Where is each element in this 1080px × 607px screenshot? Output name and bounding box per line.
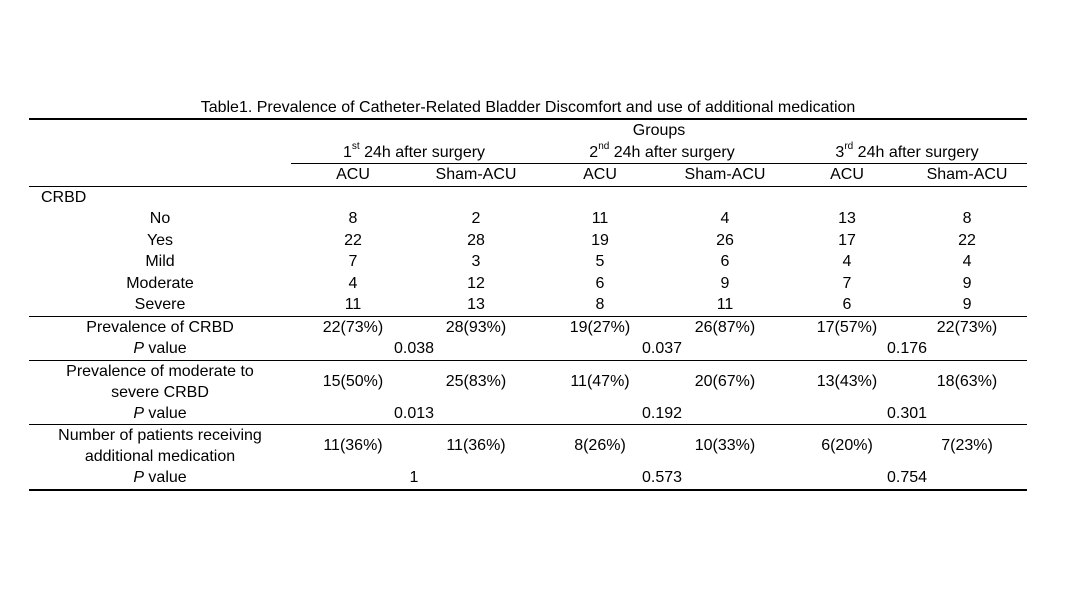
p-value-cell: 0.037: [641, 340, 683, 357]
period-header-1: 1st 24h after surgery: [291, 142, 537, 164]
p-value-cell: 1: [291, 467, 537, 490]
table-cell: 8: [962, 210, 972, 227]
section-label: CRBD: [29, 186, 291, 208]
table-cell: 6: [595, 274, 605, 292]
table-cell: 11: [344, 296, 362, 313]
p-value-cell: 0.176: [887, 340, 928, 357]
p-value-label: P value: [133, 340, 187, 357]
table-cell: 17(57%): [787, 316, 907, 338]
p-value-cell: 0.013: [393, 404, 435, 422]
moderate-severe-row: [29, 360, 1027, 403]
header-row-subcols: [29, 164, 1027, 187]
subcol-header: ACU: [336, 166, 370, 183]
table-container: [29, 98, 1027, 491]
table-cell: 13(43%): [787, 360, 907, 403]
period-header-3: 3rd 24h after surgery: [787, 142, 1027, 164]
table-cell: 22: [958, 231, 976, 249]
p-value-row: [29, 403, 1027, 425]
table-cell: 19(27%): [537, 316, 663, 338]
table-cell: 28(93%): [415, 316, 537, 338]
subcol-header: Sham-ACU: [926, 166, 1008, 183]
table-caption: Table1. Prevalence of Catheter-Related Bladder Discomfort and use of additional medication: [200, 99, 856, 116]
table-cell: 13: [467, 296, 485, 313]
header-row-groups: [29, 119, 1027, 142]
table-cell: 28: [467, 231, 485, 249]
row-label: Prevalence of CRBD: [29, 316, 291, 338]
table-cell: 22(73%): [291, 316, 415, 338]
subcol-header: Sham-ACU: [435, 166, 517, 183]
subcol-header: Sham-ACU: [684, 166, 766, 183]
p-value-label: P value: [29, 467, 291, 490]
table-cell: 26(87%): [663, 316, 787, 338]
table-cell: 26: [716, 231, 734, 249]
p-value-cell: 0.038: [393, 340, 435, 357]
header-row-periods: [29, 142, 1027, 164]
table-cell: 10(33%): [663, 425, 787, 468]
table-cell: 7: [842, 274, 852, 292]
p-value-row: [29, 338, 1027, 360]
subcol-header: ACU: [583, 166, 617, 183]
table-cell: 6(20%): [787, 425, 907, 468]
table-cell: 11(36%): [415, 425, 537, 468]
table-row: [29, 230, 1027, 252]
table-cell: 13: [838, 210, 856, 227]
table-cell: 17: [838, 231, 856, 249]
table-cell: 8: [595, 296, 605, 313]
table-cell: 25(83%): [415, 360, 537, 403]
table-cell: 7(23%): [907, 425, 1027, 468]
p-value-cell: 0.573: [537, 467, 787, 490]
row-label: Prevalence of moderate to severe CRBD: [29, 360, 291, 403]
table-cell: 3: [471, 253, 481, 270]
row-label: Severe: [134, 296, 186, 313]
row-label: Moderate: [126, 274, 194, 292]
table-cell: 11: [591, 210, 609, 227]
p-value-cell: 0.301: [887, 404, 928, 422]
table-cell: 6: [720, 253, 730, 270]
additional-medication-row: [29, 425, 1027, 468]
row-label: Number of patients receiving additional medication: [29, 425, 291, 468]
table-cell: 22: [344, 231, 362, 249]
p-value-label: P value: [133, 404, 187, 422]
table-cell: 9: [720, 274, 730, 292]
results-table: [29, 118, 1027, 491]
table-cell: 5: [595, 253, 605, 270]
table-cell: 4: [842, 253, 852, 270]
table-cell: 9: [962, 274, 972, 292]
row-label: Mild: [145, 253, 175, 270]
table-cell: 8: [348, 210, 358, 227]
table-cell: 20(67%): [663, 360, 787, 403]
p-value-cell: 0.192: [641, 404, 683, 422]
table-cell: 8(26%): [537, 425, 663, 468]
table-cell: 2: [471, 210, 481, 227]
table-cell: 15(50%): [291, 360, 415, 403]
table-cell: 11(36%): [291, 425, 415, 468]
subcol-header: ACU: [830, 166, 864, 183]
table-cell: 4: [962, 253, 972, 270]
crbd-section-row: [29, 186, 1027, 208]
table-cell: 9: [962, 296, 972, 313]
table-cell: 12: [467, 274, 485, 292]
table-cell: 11: [716, 296, 734, 313]
table-cell: 4: [720, 210, 730, 227]
table-cell: 19: [591, 231, 609, 249]
p-value-row: [29, 467, 1027, 490]
table-row: [29, 294, 1027, 316]
groups-header: Groups: [291, 119, 1027, 142]
table-row: [29, 208, 1027, 230]
period-header-2: 2nd 24h after surgery: [537, 142, 787, 164]
table-cell: 6: [842, 296, 852, 313]
p-value-cell: 0.754: [787, 467, 1027, 490]
table-cell: 7: [348, 253, 358, 270]
table-cell: 22(73%): [907, 316, 1027, 338]
row-label: No: [149, 210, 171, 227]
table-cell: 11(47%): [537, 360, 663, 403]
table-cell: 4: [348, 274, 358, 292]
table-row: [29, 273, 1027, 295]
prevalence-row: [29, 316, 1027, 338]
table-cell: 18(63%): [907, 360, 1027, 403]
table-row: [29, 251, 1027, 273]
row-label: Yes: [146, 231, 174, 249]
